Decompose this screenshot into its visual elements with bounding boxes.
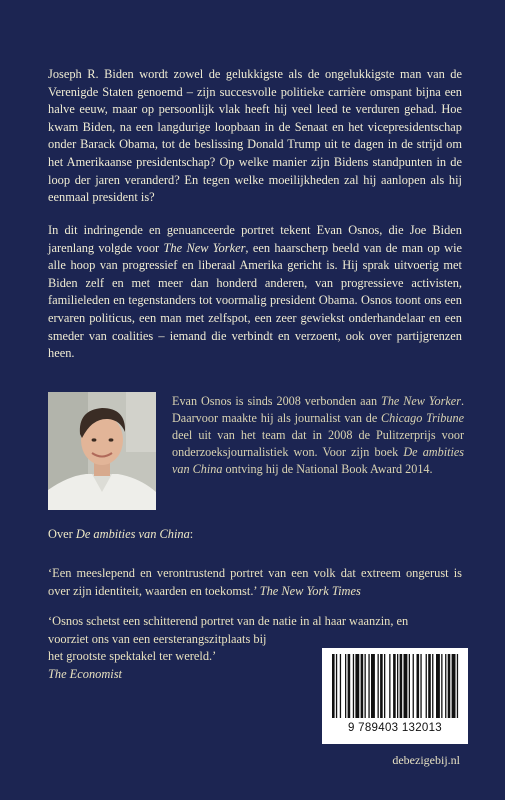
quote-line: het grootste spektakel ter wereld.’ xyxy=(48,649,217,664)
author-bio-part: . Daarvoor maakte hij als journalist van de xyxy=(172,394,464,425)
quote-line: voorziet ons van een eersterangszitplaats bij xyxy=(48,631,267,646)
magazine-name: The New Yorker xyxy=(163,240,246,255)
author-photo xyxy=(48,392,156,510)
author-bio-part: ontving hij de National Book Award 2014. xyxy=(222,462,433,476)
author-portrait-illustration xyxy=(48,392,156,510)
isbn-barcode xyxy=(322,648,468,744)
quote-text: ‘Een meeslepend en verontrustend portret van een volk dat extreem ongerust is over zijn identiteit, waarden en toekomst.’ xyxy=(48,566,462,598)
isbn-number: 9 789403 132013 xyxy=(347,722,443,734)
over-prefix: Over xyxy=(48,527,76,541)
blurb-text-1: Joseph R. Biden wordt zowel de gelukkigste als de ongelukkigste man van de Verenigde Staten genoemd – zijn succesvolle politieke carrière omspant bijna een halve eeuw, maar op persoonlijk vlak heeft hij veel leed te verduren gehad. Hoe kwam Biden, na een langdurige loopbaan in de Senaat en het vicepresidentschap onder Barack Obama, tot de beslissing Donald Trump uit te dagen in de strijd om het Amerikaanse presidentschap? Op welke manier zijn Bidens standpunten in de loop der jaren veranderd? En tegen welke moeilijkheden zal hij aanlopen als hij eenmaal president is? xyxy=(48,67,462,205)
publisher-website: debezigebij.nl xyxy=(392,753,460,767)
over-suffix: : xyxy=(189,527,194,541)
author-bio-text xyxy=(172,393,464,478)
barcode-bars xyxy=(322,648,468,722)
previous-book-heading xyxy=(48,527,193,542)
blurb-text-2-b: , een haarscherp beeld van de man op wie alle hoop van progressief en liberaal Amerika gericht is. Hij sprak uitvoerig met Biden zelf en met meer dan honderd anderen, van progressieve activisten, familieleden en tegenstanders tot voormalig president Obama. Osnos toont ons een ervaren politicus, een man met zelfspot, een zeer gewiekst onderhandelaar en een smeder van coalities – iemand die verbindt en verzoent, ook over partijgrenzen heen. xyxy=(48,240,463,361)
blurb-text-2-a: In dit indringende en genuanceerde portret tekent Evan Osnos, die Joe Biden jarenlang volgde voor xyxy=(48,223,462,255)
blurb-paragraph-2 xyxy=(48,222,462,363)
author-bio-book: De ambities van China xyxy=(172,445,465,476)
blurb-text-2 xyxy=(48,222,462,363)
quote-source: The New York Times xyxy=(259,583,361,598)
quote-line: ‘Osnos schetst een schitterend portret van de natie in al haar waanzin, en xyxy=(48,614,409,628)
author-bio-magazine: The New Yorker xyxy=(381,394,461,408)
author-bio xyxy=(172,393,464,478)
over-book-title: De ambities van China xyxy=(75,527,190,541)
author-bio-part: Evan Osnos is sinds 2008 verbonden aan xyxy=(172,394,382,408)
review-quote-nyt xyxy=(48,565,462,600)
author-bio-newspaper: Chicago Tribune xyxy=(381,411,464,425)
blurb-paragraph-1 xyxy=(48,66,462,207)
quote-source: The Economist xyxy=(48,666,122,681)
author-bio-part: deel uit van het team dat in 2008 de Pulitzerprijs voor onderzoeksjournalistiek won. Voor zijn boek xyxy=(172,428,464,459)
